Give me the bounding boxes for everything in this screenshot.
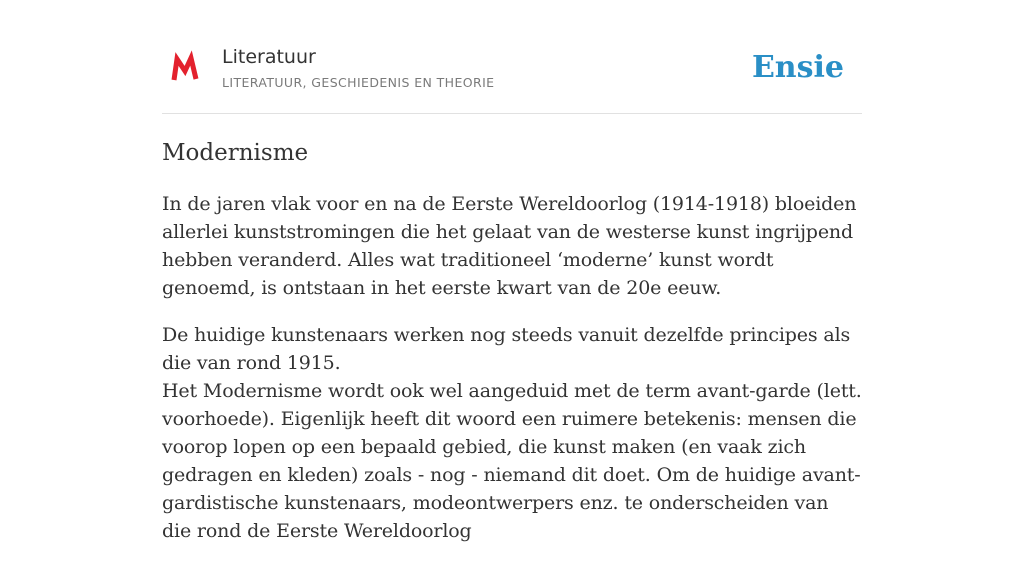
article-title: Modernisme bbox=[162, 140, 309, 166]
m-logo-icon[interactable] bbox=[172, 55, 198, 83]
ensie-logo[interactable]: Ensie bbox=[751, 50, 844, 85]
site-header bbox=[162, 40, 862, 114]
site-subtitle: LITERATUUR, GESCHIEDENIS EN THEORIE bbox=[222, 75, 495, 90]
article-paragraph-2: De huidige kunstenaars werken nog steeds vanuit dezelfde principes als die van rond 1915. Het Modernisme wordt ook wel aangeduid met de term avant-garde (lett. voorhoede). Eigenlijk heeft dit woord een ruimere betekenis: mensen die voorop lopen op een bepaald gebied, die kunst maken (en vaak zich gedragen en kleden) zoals - nog - niemand dit doet. Om de huidige avant-gardistische kunstenaars, modeontwerpers enz. te onderscheiden van die rond de Eerste Wereldoorlog bbox=[162, 324, 862, 542]
article bbox=[162, 136, 862, 564]
site-name[interactable]: Literatuur bbox=[222, 46, 316, 68]
article-paragraph-1: In de jaren vlak voor en na de Eerste Wereldoorlog (1914-1918) bloeiden allerlei kunststromingen die het gelaat van de westerse kunst ingrijpend hebben veranderd. Alles wat traditioneel ‘moderne’ kunst wordt genoemd, is ontstaan in het eerste kwart van de 20e eeuw. bbox=[162, 193, 857, 299]
